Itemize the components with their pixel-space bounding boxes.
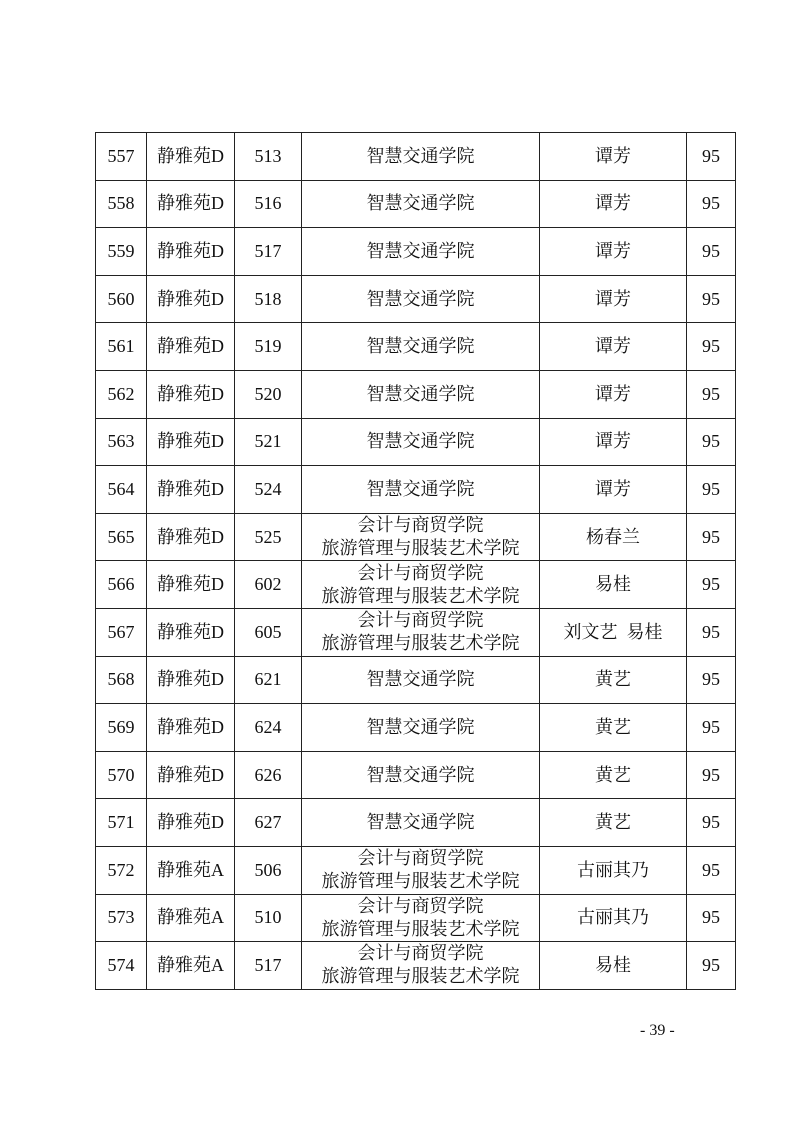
building-cell: 静雅苑D [147,466,235,514]
table-row [96,894,736,942]
score-cell: 95 [687,228,736,276]
room-cell: 525 [235,513,302,561]
table-row [96,561,736,609]
college-name: 智慧交通学院 [366,193,475,214]
counselor-cell: 古丽其乃 [540,846,687,894]
table-row [96,608,736,656]
room-cell: 517 [235,942,302,990]
score-cell: 95 [687,799,736,847]
row-number-cell: 570 [96,751,147,799]
college-cell [302,656,540,704]
score-cell: 95 [687,275,736,323]
score-cell: 95 [687,704,736,752]
table-row [96,846,736,894]
college-name: 智慧交通学院 [366,383,475,404]
table-row [96,513,736,561]
college-name: 会计与商贸学院 [357,515,484,536]
room-cell: 518 [235,275,302,323]
college-name: 智慧交通学院 [366,288,475,309]
counselor-cell: 谭芳 [540,275,687,323]
table-row [96,704,736,752]
table-row [96,133,736,181]
counselor-cell: 黄艺 [540,751,687,799]
row-number-cell: 571 [96,799,147,847]
college-cell [302,323,540,371]
college-cell [302,513,540,561]
row-number-cell: 563 [96,418,147,466]
college-cell [302,799,540,847]
room-cell: 627 [235,799,302,847]
college-name: 会计与商贸学院 [357,895,484,916]
room-cell: 605 [235,608,302,656]
building-cell: 静雅苑D [147,418,235,466]
row-number-cell: 564 [96,466,147,514]
counselor-cell: 易桂 [540,561,687,609]
building-cell: 静雅苑D [147,513,235,561]
building-cell: 静雅苑D [147,133,235,181]
counselor-cell: 杨春兰 [540,513,687,561]
college-name: 旅游管理与服装艺术学院 [321,633,520,654]
score-cell: 95 [687,513,736,561]
row-number-cell: 567 [96,608,147,656]
college-cell [302,704,540,752]
room-cell: 602 [235,561,302,609]
counselor-cell: 黄艺 [540,799,687,847]
college-name: 会计与商贸学院 [357,610,484,631]
building-cell: 静雅苑A [147,894,235,942]
row-number-cell: 562 [96,370,147,418]
score-cell: 95 [687,418,736,466]
college-name: 智慧交通学院 [366,812,475,833]
building-cell: 静雅苑D [147,323,235,371]
college-cell [302,466,540,514]
table-row [96,275,736,323]
building-cell: 静雅苑A [147,942,235,990]
score-cell: 95 [687,942,736,990]
counselor-cell: 黄艺 [540,656,687,704]
score-cell: 95 [687,894,736,942]
building-cell: 静雅苑D [147,704,235,752]
building-cell: 静雅苑A [147,846,235,894]
building-cell: 静雅苑D [147,656,235,704]
row-number-cell: 559 [96,228,147,276]
building-cell: 静雅苑D [147,180,235,228]
college-cell [302,751,540,799]
room-cell: 519 [235,323,302,371]
college-cell [302,180,540,228]
building-cell: 静雅苑D [147,561,235,609]
counselor-cell: 刘文艺 易桂 [540,608,687,656]
score-cell: 95 [687,466,736,514]
building-cell: 静雅苑D [147,751,235,799]
row-number-cell: 572 [96,846,147,894]
college-name: 旅游管理与服装艺术学院 [321,585,520,606]
college-cell [302,894,540,942]
score-cell: 95 [687,846,736,894]
table-row [96,466,736,514]
room-cell: 521 [235,418,302,466]
row-number-cell: 558 [96,180,147,228]
room-cell: 621 [235,656,302,704]
room-cell: 510 [235,894,302,942]
row-number-cell: 574 [96,942,147,990]
counselor-cell: 谭芳 [540,180,687,228]
room-cell: 624 [235,704,302,752]
college-name: 智慧交通学院 [366,145,475,166]
row-number-cell: 568 [96,656,147,704]
score-cell: 95 [687,323,736,371]
table-row [96,228,736,276]
table-row [96,323,736,371]
counselor-cell: 谭芳 [540,133,687,181]
row-number-cell: 557 [96,133,147,181]
room-cell: 626 [235,751,302,799]
college-name: 智慧交通学院 [366,669,475,690]
college-cell [302,228,540,276]
college-name: 旅游管理与服装艺术学院 [321,966,520,987]
dormitory-score-table [95,132,736,990]
counselor-cell: 谭芳 [540,418,687,466]
college-name: 智慧交通学院 [366,716,475,737]
row-number-cell: 573 [96,894,147,942]
college-cell [302,942,540,990]
college-cell [302,608,540,656]
table-row [96,656,736,704]
row-number-cell: 566 [96,561,147,609]
college-cell [302,370,540,418]
room-cell: 506 [235,846,302,894]
table-row [96,799,736,847]
room-cell: 517 [235,228,302,276]
college-cell [302,133,540,181]
building-cell: 静雅苑D [147,370,235,418]
counselor-cell: 谭芳 [540,370,687,418]
building-cell: 静雅苑D [147,228,235,276]
college-name: 旅游管理与服装艺术学院 [321,871,520,892]
row-number-cell: 560 [96,275,147,323]
score-cell: 95 [687,370,736,418]
college-cell [302,846,540,894]
college-name: 智慧交通学院 [366,431,475,452]
score-cell: 95 [687,180,736,228]
row-number-cell: 569 [96,704,147,752]
table-row [96,942,736,990]
college-name: 智慧交通学院 [366,764,475,785]
page-number: - 39 - [640,1022,675,1039]
building-cell: 静雅苑D [147,608,235,656]
college-cell [302,275,540,323]
college-name: 会计与商贸学院 [357,562,484,583]
college-name: 会计与商贸学院 [357,848,484,869]
college-name: 智慧交通学院 [366,478,475,499]
table-body [96,133,736,990]
counselor-cell: 谭芳 [540,466,687,514]
score-cell: 95 [687,133,736,181]
building-cell: 静雅苑D [147,275,235,323]
college-name: 旅游管理与服装艺术学院 [321,538,520,559]
college-name: 会计与商贸学院 [357,943,484,964]
room-cell: 516 [235,180,302,228]
college-cell [302,418,540,466]
college-name: 旅游管理与服装艺术学院 [321,918,520,939]
row-number-cell: 561 [96,323,147,371]
college-cell [302,561,540,609]
counselor-cell: 易桂 [540,942,687,990]
score-cell: 95 [687,751,736,799]
room-cell: 520 [235,370,302,418]
room-cell: 513 [235,133,302,181]
row-number-cell: 565 [96,513,147,561]
score-cell: 95 [687,656,736,704]
college-name: 智慧交通学院 [366,240,475,261]
table-row [96,370,736,418]
counselor-cell: 古丽其乃 [540,894,687,942]
table-row [96,418,736,466]
college-name: 智慧交通学院 [366,336,475,357]
table-row [96,180,736,228]
table-row [96,751,736,799]
counselor-cell: 谭芳 [540,323,687,371]
score-cell: 95 [687,608,736,656]
counselor-cell: 黄艺 [540,704,687,752]
building-cell: 静雅苑D [147,799,235,847]
score-cell: 95 [687,561,736,609]
counselor-cell: 谭芳 [540,228,687,276]
room-cell: 524 [235,466,302,514]
